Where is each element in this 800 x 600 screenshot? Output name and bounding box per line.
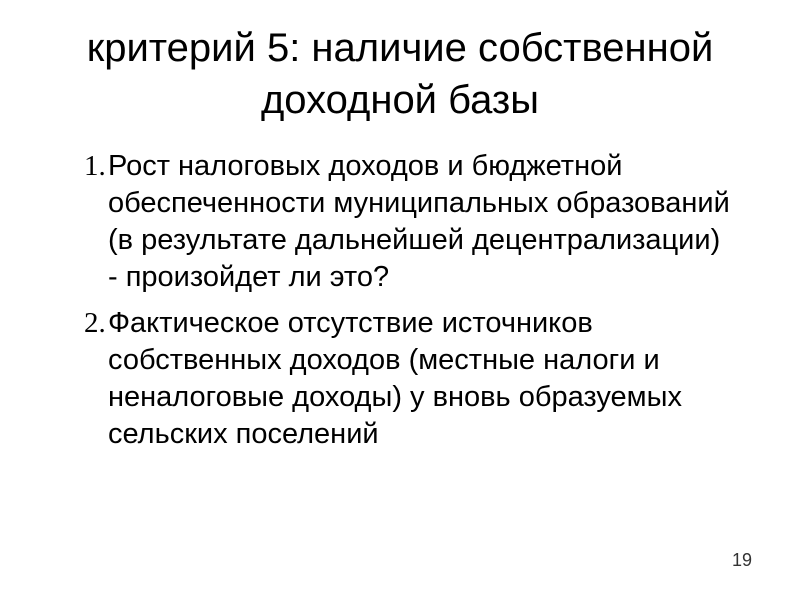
- page-number: 19: [731, 550, 752, 570]
- list-item-text: Фактическое отсутствие источников собственных доходов (местные налоги и неналоговые доходы) у вновь образуемых сельских поселений: [108, 307, 682, 450]
- list-item-number: 2.: [84, 307, 106, 339]
- list-item: [62, 148, 762, 296]
- slide-title: критерий 5: наличие собственной доходной базы: [86, 26, 714, 122]
- list-item: [62, 305, 762, 453]
- list-item-text: Рост налоговых доходов и бюджетной обеспеченности муниципальных образований (в результате дальнейшей децентрализации) - произойдет ли это?: [108, 150, 730, 293]
- list-item-number: 1.: [84, 150, 106, 182]
- numbered-list: [62, 148, 762, 462]
